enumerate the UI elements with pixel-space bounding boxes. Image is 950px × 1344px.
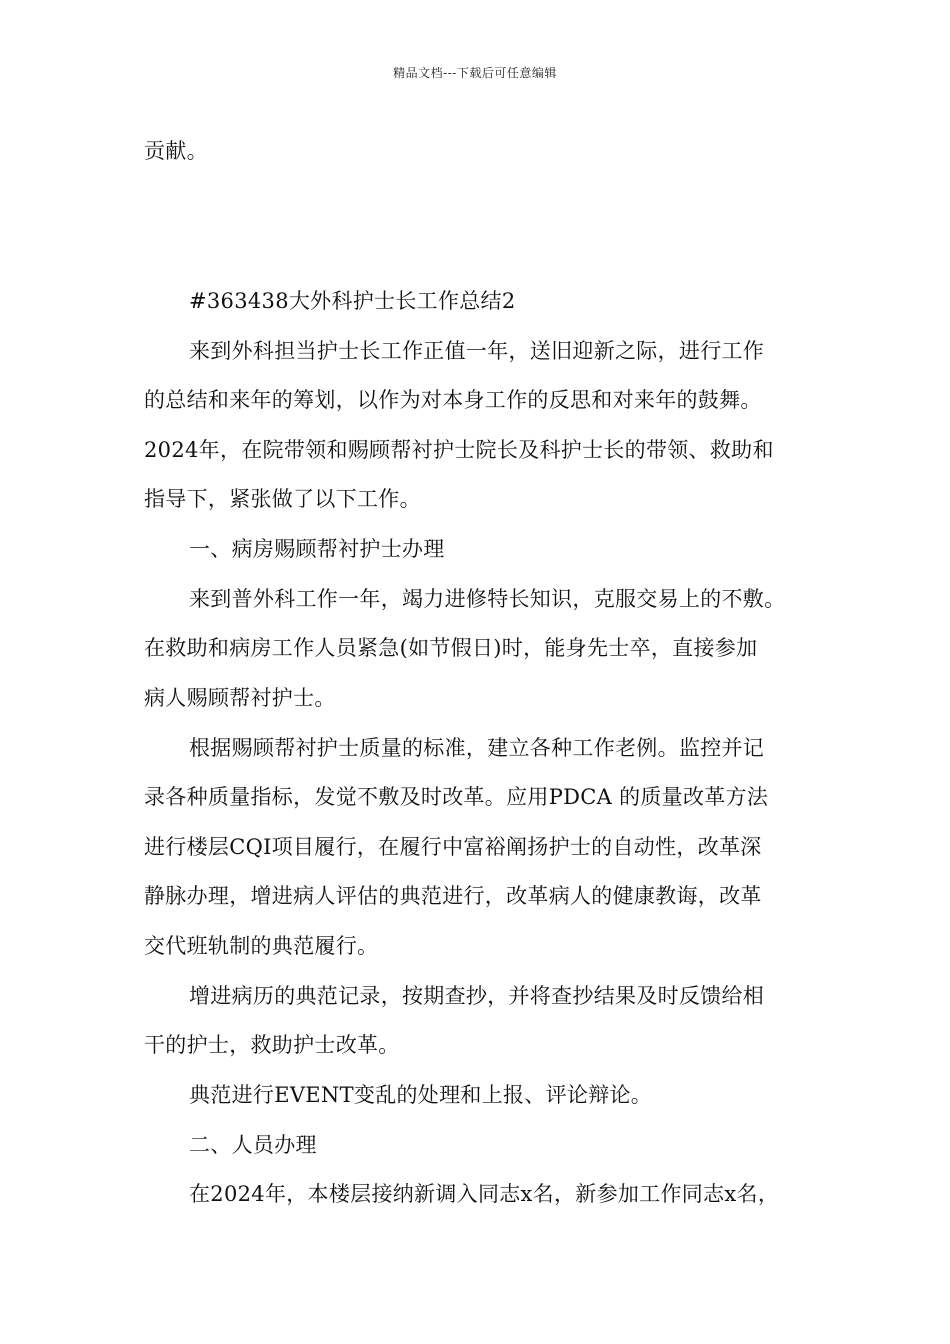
text-line: 来到普外科工作一年，竭力进修特长知识，克服交易上的不敷。 <box>189 587 786 611</box>
text-line: 静脉办理，增进病人评估的典范进行，改革病人的健康教诲，改革 <box>144 884 762 908</box>
text-line: 贡献。 <box>144 139 208 163</box>
page-header-watermark: 精品文档---下载后可任意编辑 <box>393 66 557 80</box>
text-line: 典范进行EVENT变乱的处理和上报、评论辩论。 <box>189 1083 653 1107</box>
text-line: 增进病历的典范记录，按期查抄，并将查抄结果及时反馈给相 <box>189 984 765 1008</box>
text-line: 指导下，紧张做了以下工作。 <box>144 487 421 511</box>
section-title: #363438大外科护士长工作总结2 <box>189 289 516 313</box>
text-line: 录各种质量指标，发觉不敷及时改革。应用PDCA 的质量改革方法 <box>144 785 769 809</box>
text-line: 根据赐顾帮衬护士质量的标准，建立各种工作老例。监控并记 <box>189 736 765 760</box>
section-heading: 一、病房赐顾帮衬护士办理 <box>189 537 445 561</box>
text-line: 在2024年，本楼层接纳新调入同志x名，新参加工作同志x名， <box>189 1182 780 1206</box>
text-line: 交代班轨制的典范履行。 <box>144 934 379 958</box>
text-line: 在救助和病房工作人员紧急(如节假日)时，能身先士卒，直接参加 <box>144 636 758 660</box>
text-line: 来到外科担当护士长工作正值一年，送旧迎新之际，进行工作 <box>189 339 765 363</box>
text-line: 2024年，在院带领和赐顾帮衬护士院长及科护士长的带领、救助和 <box>144 438 774 462</box>
text-line: 的总结和来年的筹划，以作为对本身工作的反思和对来年的鼓舞。 <box>144 388 762 412</box>
text-line: 干的护士，救助护士改革。 <box>144 1033 400 1057</box>
text-line: 病人赐顾帮衬护士。 <box>144 686 336 710</box>
text-line: 进行楼层CQI项目履行，在履行中富裕阐扬护士的自动性，改革深 <box>144 835 762 859</box>
section-heading: 二、人员办理 <box>189 1133 317 1157</box>
